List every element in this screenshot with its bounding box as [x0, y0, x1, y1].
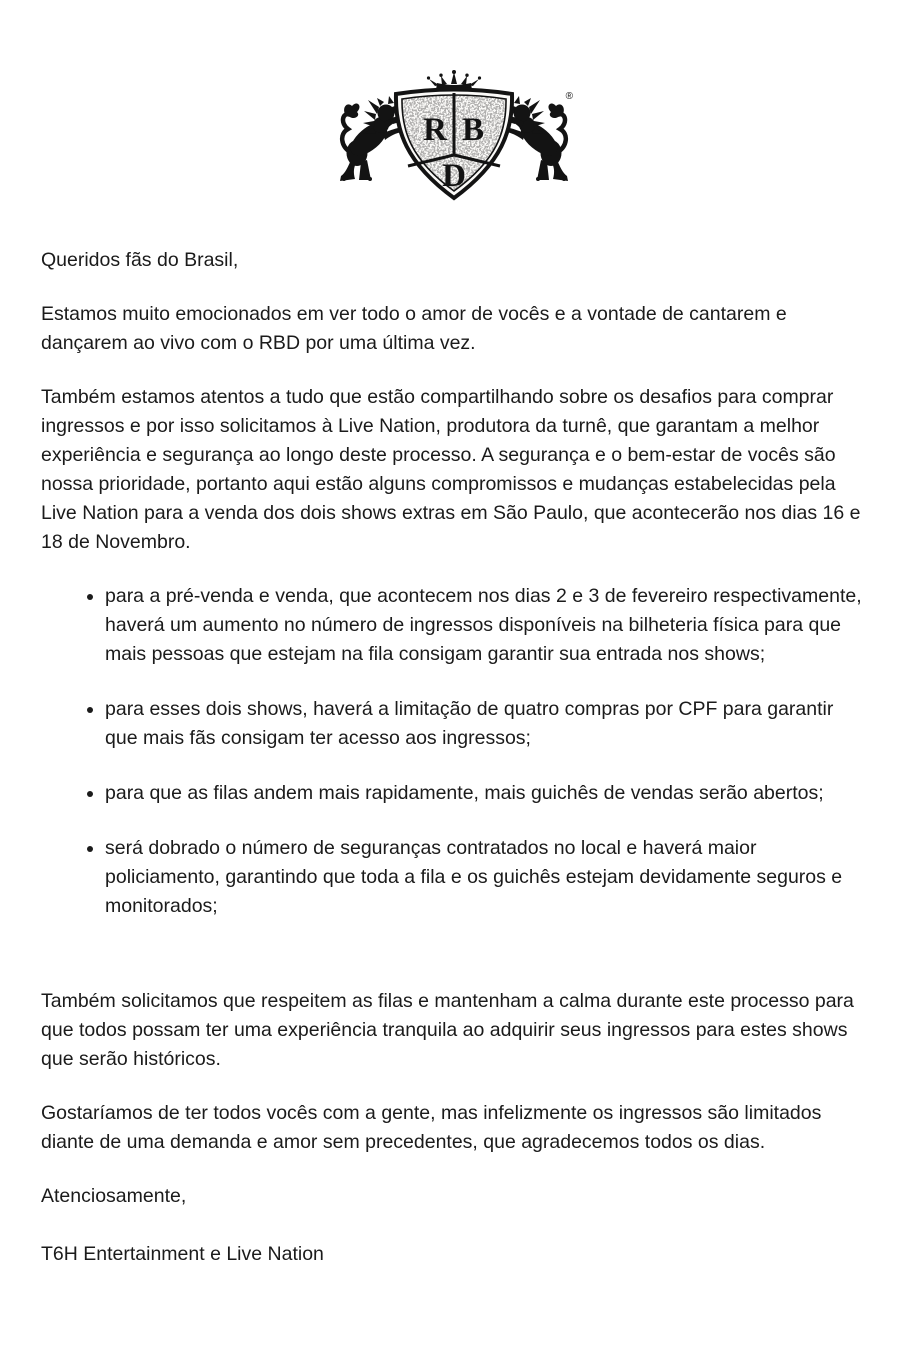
paragraph-limited: Gostaríamos de ter todos vocês com a gente, mas infelizmente os ingressos são limitados diante de uma demanda e amor sem precedentes, que agradecemos todos os dias. — [41, 1102, 822, 1153]
paragraph-intro: Estamos muito emocionados em ver todo o amor de vocês e a vontade de cantarem e dançarem ao vivo com o RBD por uma última vez. — [41, 303, 787, 354]
list-item: • para esses dois shows, haverá a limitação de quatro compras por CPF para garantir que mais fãs consigam ter acesso aos ingressos; — [105, 695, 871, 753]
list-item: • será dobrado o número de seguranças contratados no local e haverá maior policiamento, garantindo que toda a fila e os guichês estejam devidamente seguros e monitorados; — [105, 834, 871, 921]
commitments-list — [41, 582, 871, 921]
rbd-crest-logo — [41, 70, 871, 210]
signature: T6H Entertainment e Live Nation — [41, 1243, 324, 1265]
list-item: • para que as filas andem mais rapidamente, mais guichês de vendas serão abertos; — [105, 779, 871, 808]
paragraph-context: Também estamos atentos a tudo que estão compartilhando sobre os desafios para comprar ingressos e por isso solicitamos à Live Nation, produtora da turnê, que garantam a melhor experiência e segurança ao longo deste processo. A segurança e o bem-estar de vocês são nossa prioridade, portanto aqui estão alguns compromissos e mudanças estabelecidas pela Live Nation para a venda dos dois shows extras em São Paulo, que acontecerão nos dias 16 e 18 de Novembro. — [41, 386, 861, 553]
crest-letter-d: D — [442, 158, 466, 194]
registered-trademark-icon: ® — [565, 91, 573, 102]
crest-letter-r: R — [423, 112, 447, 148]
paragraph-respect: Também solicitamos que respeitem as filas e mantenham a calma durante este processo para que todos possam ter uma experiência tranquila ao adquirir seus ingressos para estes shows que serão históricos. — [41, 990, 854, 1070]
rbd-crest-icon — [334, 70, 578, 210]
signoff: Atenciosamente, — [41, 1185, 187, 1207]
crest-letter-b: B — [461, 112, 485, 148]
list-item: • para a pré-venda e venda, que acontecem nos dias 2 e 3 de fevereiro respectivamente, haverá um aumento no número de ingressos disponíveis na bilheteria física para que mais pessoas que estejam na fila consigam garantir sua entrada nos shows; — [105, 582, 871, 669]
salutation: Queridos fãs do Brasil, — [41, 249, 239, 271]
letter-body — [41, 246, 871, 1269]
